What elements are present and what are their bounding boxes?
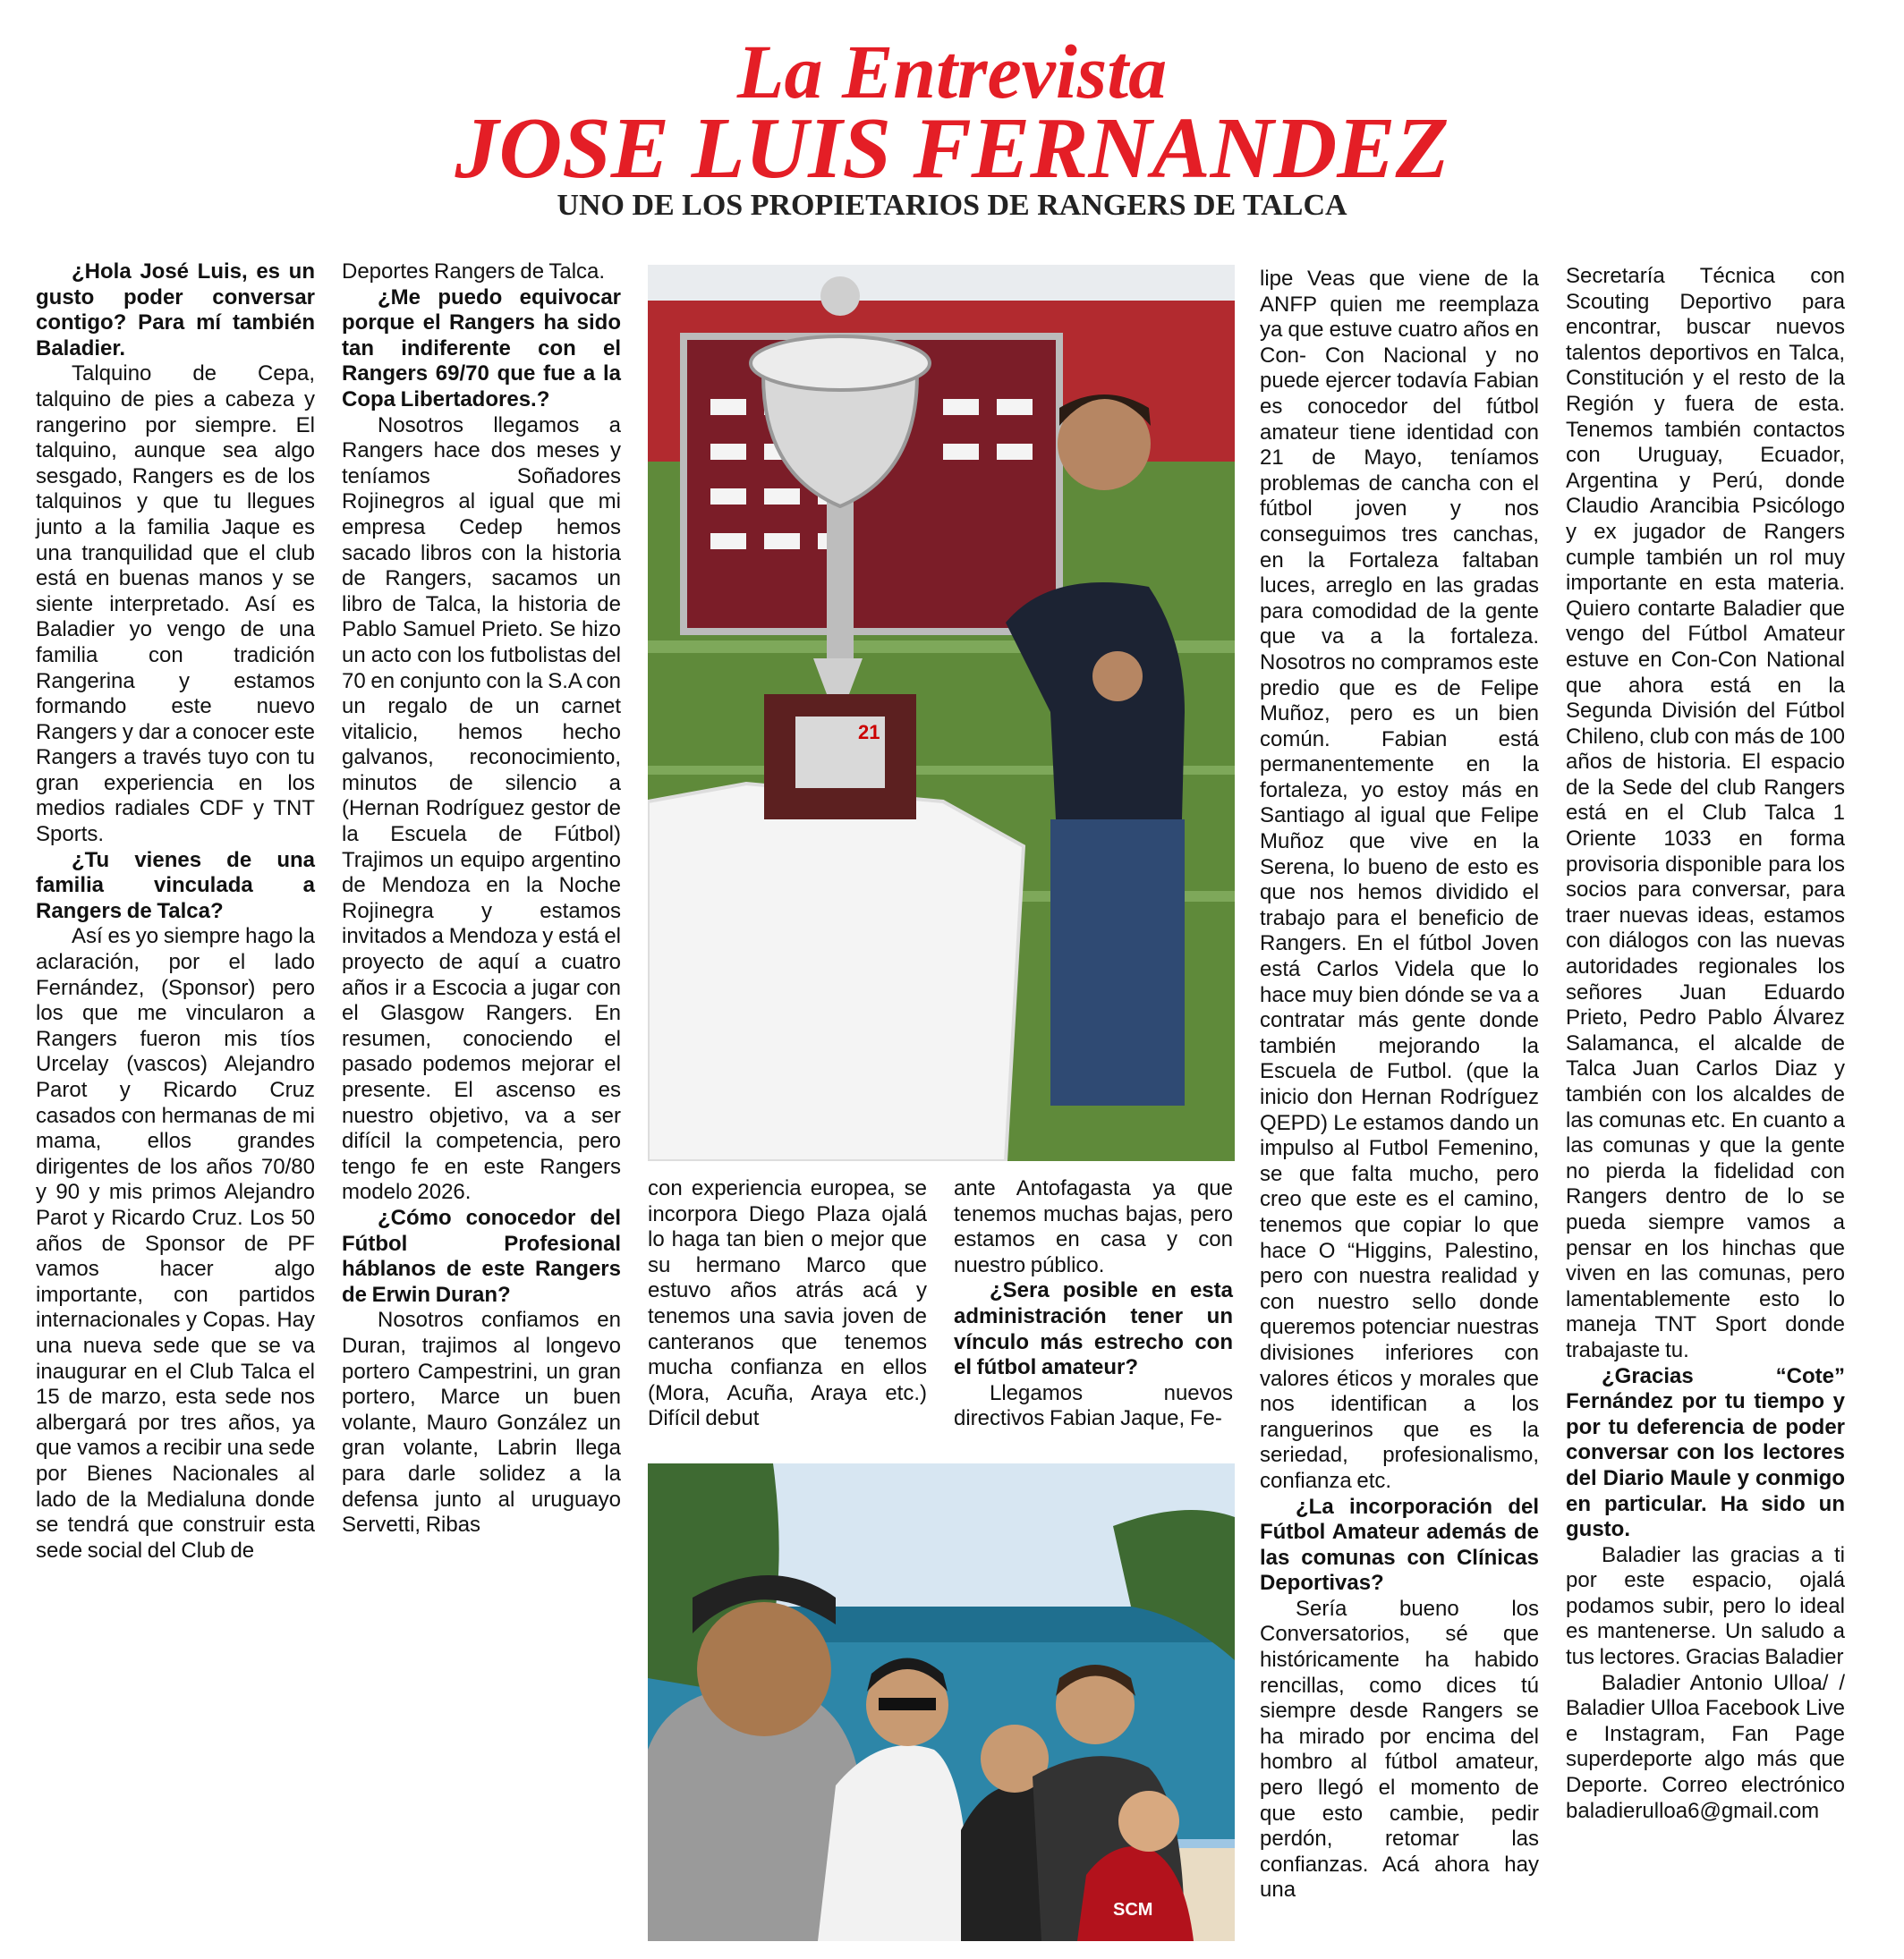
paragraph: ¿La incorporación del Fútbol Amateur además de las comunas con Clínicas Deportivas? [1260,1494,1539,1596]
paragraph: Sería bueno los Conversatorios, sé que históricamente ha habido rencillas, como dices tú siempre desde Rangers se ha mirado por encima del hombro al fútbol amateur, pero llegó el momento de que esto cambie, pedir perdón, retomar las confianzas. Acá ahora hay una [1260,1596,1539,1903]
paragraph: ¿Cómo conocedor del Fútbol Profesional háblanos de este Rangers de Erwin Duran? [342,1205,621,1307]
paragraph: Secretaría Técnica con Scouting Deportivo para encontrar, buscar nuevos talentos deportivos en Talca, Constitución y el resto de la Región y fuera de esta. Tenemos también contactos con Uruguay, Ecuador, Argentina y Perú, donde Claudio Arancibia Psicólogo y ex jugador de Rangers cumple también un rol muy importante en esta materia. Quiero contarte Baladier que vengo del Fútbol Amateur estuve en Con-Con National que ahora está en la Segunda División del Fútbol Chileno, club con más de 100 años de historia. El espacio de la Sede del club Rangers está en el Club Talca 1 Oriente 1033 en forma provisoria disponible para los socios para conversar, para traer nuevas ideas, estamos con diálogos con las nuevas autoridades regionales los señores Juan Eduardo Prieto, Pedro Pablo Álvarez Salamanca, el alcalde de Talca Juan Carlos Diaz y también con los alcaldes de las comunas etc. En cuanto a las comunas y que la gente no pierda la fidelidad con Rangers dentro de lo se pueda siempre vamos a pensar en los hinchas que viven en las comunas, pero lamentablemente esto lo maneja TNT Sport donde trabajaste tu. [1566,264,1845,1362]
paragraph: Así es yo siempre hago la aclaración, por el lado Fernández, (Sponsor) pero los que me vincularon a Rangers fueron mis tíos Urcelay (vascos) Alejandro Parot y Ricardo Cruz casados con hermanas de mi mama, ellos grandes dirigentes de los años 70/80 y 90 y mis primos Alejandro Parot y Ricardo Cruz. Los 50 años de Sponsor de PF vamos hacer algo importante, con partidos internacionales y Copas. Hay una nueva sede que se va inaugurar en el Club Talca el 15 de marzo, esta sede nos albergará por tres años, ya que vamos a recibir una sede por Bienes Nacionales al lado de la Medialuna donde se tendrá que construir esta sede social del Club de [36,924,315,1563]
paragraph: ante Antofagasta ya que tenemos muchas bajas, pero estamos en casa y con nuestro público. [954,1176,1233,1277]
kicker: La Entrevista [736,29,1168,114]
article-column-5 [1260,267,1539,1904]
paragraph: Deportes Rangers de Talca. [342,259,606,284]
paragraph: ¿Tu vienes de una familia vinculada a Rangers de Talca? [36,847,315,923]
paragraph: Talquino de Cepa, talquino de pies a cabeza y rangerino por siempre. El talquino, aunque sea algo sesgado, Rangers es de los talquinos y que tu llegues junto a la familia Jaque es una tranquilidad que el club está en buenas manos y se siente interpretado. Así es Baladier yo vengo de una familia con tradición Rangerina y estamos formando este nuevo Rangers y dar a conocer este Rangers a través tuyo con tu gran experiencia en los medios radiales CDF y TNT Sports. [36,361,315,847]
article-column-1 [36,259,315,1564]
subtitle: UNO DE LOS PROPIETARIOS DE RANGERS DE TALCA [557,189,1347,222]
plaque-number: 21 [858,721,880,743]
trophy-photo [648,265,1235,1161]
article-column-2 [342,259,621,1539]
page-title: JOSE LUIS FERNANDEZ [455,100,1449,197]
paragraph: Llegamos nuevos directivos Fabian Jaque, Fe- [954,1380,1233,1431]
paragraph: Baladier Antonio Ulloa/ / Baladier Ulloa Facebook Live e Instagram, Fan Page superdeporte algo más que Deporte. Correo electrónico baladierulloa6@gmail.com [1566,1670,1845,1823]
paragraph: ¿Me puedo equivocar porque el Rangers ha sido tan indiferente con el Rangers 69/70 que fue a la Copa Libertadores.? [342,284,621,411]
shirt-text: SCM [1113,1900,1153,1920]
paragraph: Nosotros confiamos en Duran, trajimos al longevo portero Campestrini, un gran portero, Marce un buen volante, Mauro González un gran volante, Labrin llega para darle solidez a la defensa junto al uruguayo Servetti, Ribas [342,1308,621,1538]
article-column-6 [1566,264,1845,1824]
article-column-3 [648,1176,927,1432]
article-column-4 [954,1176,1233,1432]
paragraph: ¿Sera posible en esta administración tener un vínculo más estrecho con el fútbol amateur? [954,1278,1233,1380]
family-beach-photo [648,1463,1235,1941]
paragraph: ¿Hola José Luis, es un gusto poder conversar contigo? Para mí también Baladier. [36,259,315,360]
paragraph: Nosotros llegamos a Rangers hace dos meses y teníamos Soñadores Rojinegros al igual que mi empresa Cedep hemos sacado libros con la historia de Rangers, sacamos un libro de Talca, la historia de Pablo Samuel Prieto. Se hizo un acto con los futbolistas del 70 en conjunto con la S.A con un regalo de un carnet vitalicio, hemos hecho galvanos, reconocimiento, minutos de silencio a (Hernan Rodríguez gestor de la Escuela de Fútbol) Trajimos un equipo argentino de Mendoza en la Noche Rojinegra y estamos invitados a Mendoza y está el proyecto de aquí a cuatro años ir a Escocia a jugar con el Glasgow Rangers. En resumen, conociendo el pasado podemos mejorar el presente. El ascenso es nuestro objetivo, va a ser difícil la competencia, pero tengo fe en este Rangers modelo 2026. [342,412,621,1205]
paragraph: Baladier las gracias a ti por este espacio, ojalá podamos subir, pero lo ideal es mantenerse. Un saludo a tus lectores. Gracias Baladier [1566,1542,1845,1670]
paragraph: lipe Veas que viene de la ANFP quien me reemplaza ya que estuve cuatro años en Con- Con Nacional y no puede ejercer todavía Fabian es conocedor del fútbol amateur tiene identidad con 21 de Mayo, teníamos problemas de cancha con el fútbol joven y nos conseguimos tres canchas, en la Fortaleza faltaban luces, arreglo en las gradas para comodidad de la gente que va a la fortaleza. Nosotros no compramos este predio que es de Felipe Muñoz, pero es un bien común. Fabian está permanentemente en la fortaleza, yo estoy más en Santiago al igual que Felipe Muñoz que vive en la Serena, lo bueno de esto es que nos hemos dividido el trabajo para el beneficio de Rangers. En el fútbol Joven está Carlos Videla que lo hace muy bien dónde se va a contratar más gente donde también mejorando la Escuela de Futbol. (que la inicio don Hernan Rodríguez QEPD) Le estamos dando un impulso al Futbol Femenino, se que falta mucho, pero creo que este es el camino, tenemos que copiar lo que hace O “Higgins, Palestino, pero con nuestra realidad y con nuestro sello donde queremos potenciar nuestras divisiones inferiores con valores éticos y morales que nos identifican a los ranguerinos que es la seriedad, profesionalismo, confianza etc. [1260,267,1539,1493]
paragraph: con experiencia europea, se incorpora Diego Plaza ojalá lo haga tan bien o mejor que su hermano Marco que estuvo años atrás acá y tenemos una savia joven de canteranos que tenemos mucha confianza en ellos (Mora, Acuña, Araya etc.) Difícil debut [648,1176,927,1431]
paragraph: ¿Gracias “Cote” Fernández por tu tiempo y por tu deferencia de poder conversar con los lectores del Diario Maule y conmigo en particular. Ha sido un gusto. [1566,1363,1845,1542]
